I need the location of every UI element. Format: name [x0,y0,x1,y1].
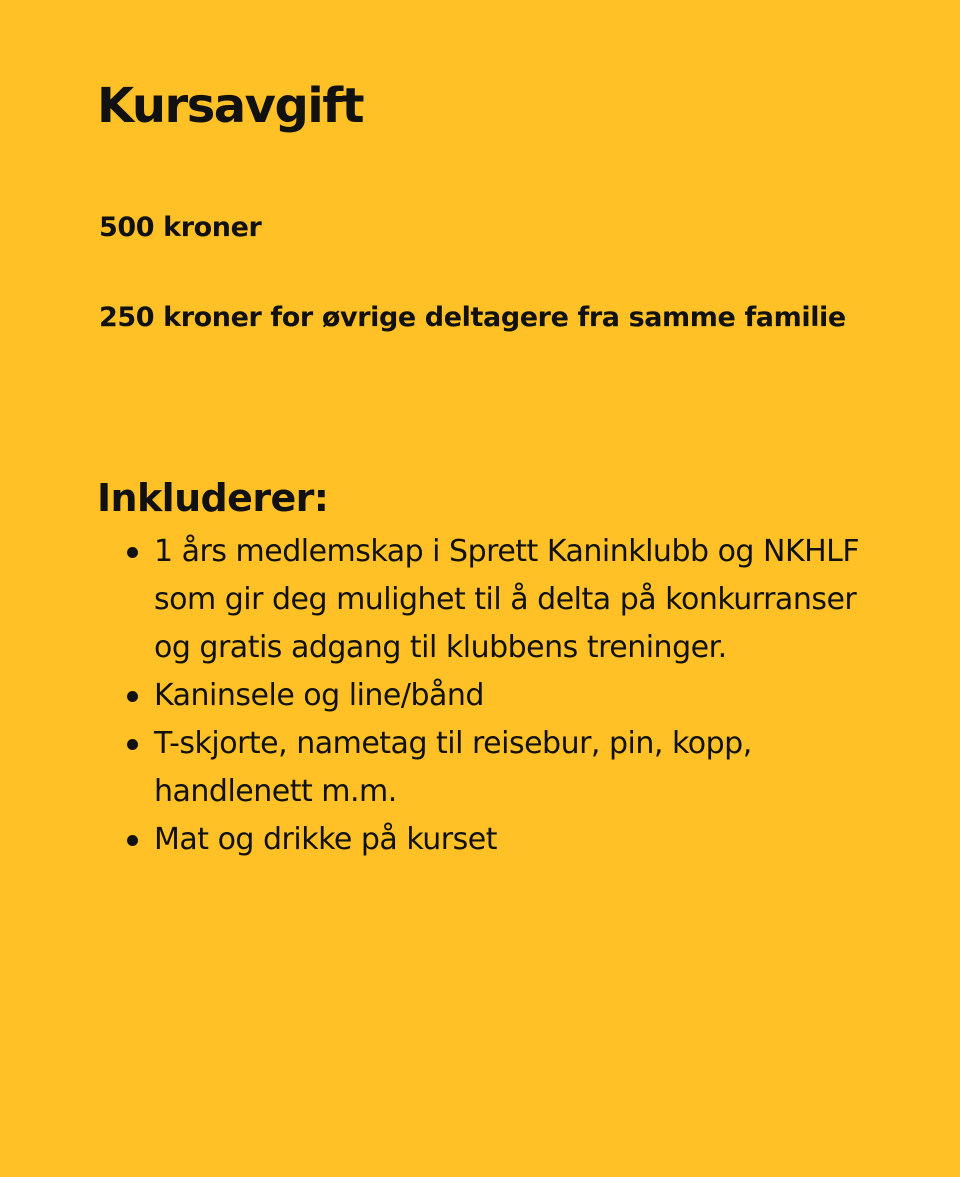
list-item-merch [97,720,887,816]
bullet-icon [127,691,138,702]
list-item-text: Kaninsele og line/bånd [154,678,484,713]
list-item-text: 1 års medlemskap i Sprett Kaninklubb og NKHLF som gir deg mulighet til å delta på konkurranser og gratis adgang til klubbens treninger. [154,534,860,665]
bullet-icon [127,739,138,750]
list-item-text: Mat og drikke på kurset [154,822,497,857]
bullet-icon [127,547,138,558]
price-family-discount: 250 kroner for øvrige deltagere fra samme familie [99,302,846,333]
page-title: Kursavgift [97,78,364,134]
list-item-membership [97,528,887,672]
price-standard: 500 kroner [99,212,262,243]
list-item-food [97,816,887,864]
list-item-harness [97,672,887,720]
includes-list [97,528,887,864]
bullet-icon [127,835,138,846]
includes-heading: Inkluderer: [97,476,329,520]
list-item-text: T-skjorte, nametag til reisebur, pin, kopp, handlenett m.m. [154,726,752,809]
